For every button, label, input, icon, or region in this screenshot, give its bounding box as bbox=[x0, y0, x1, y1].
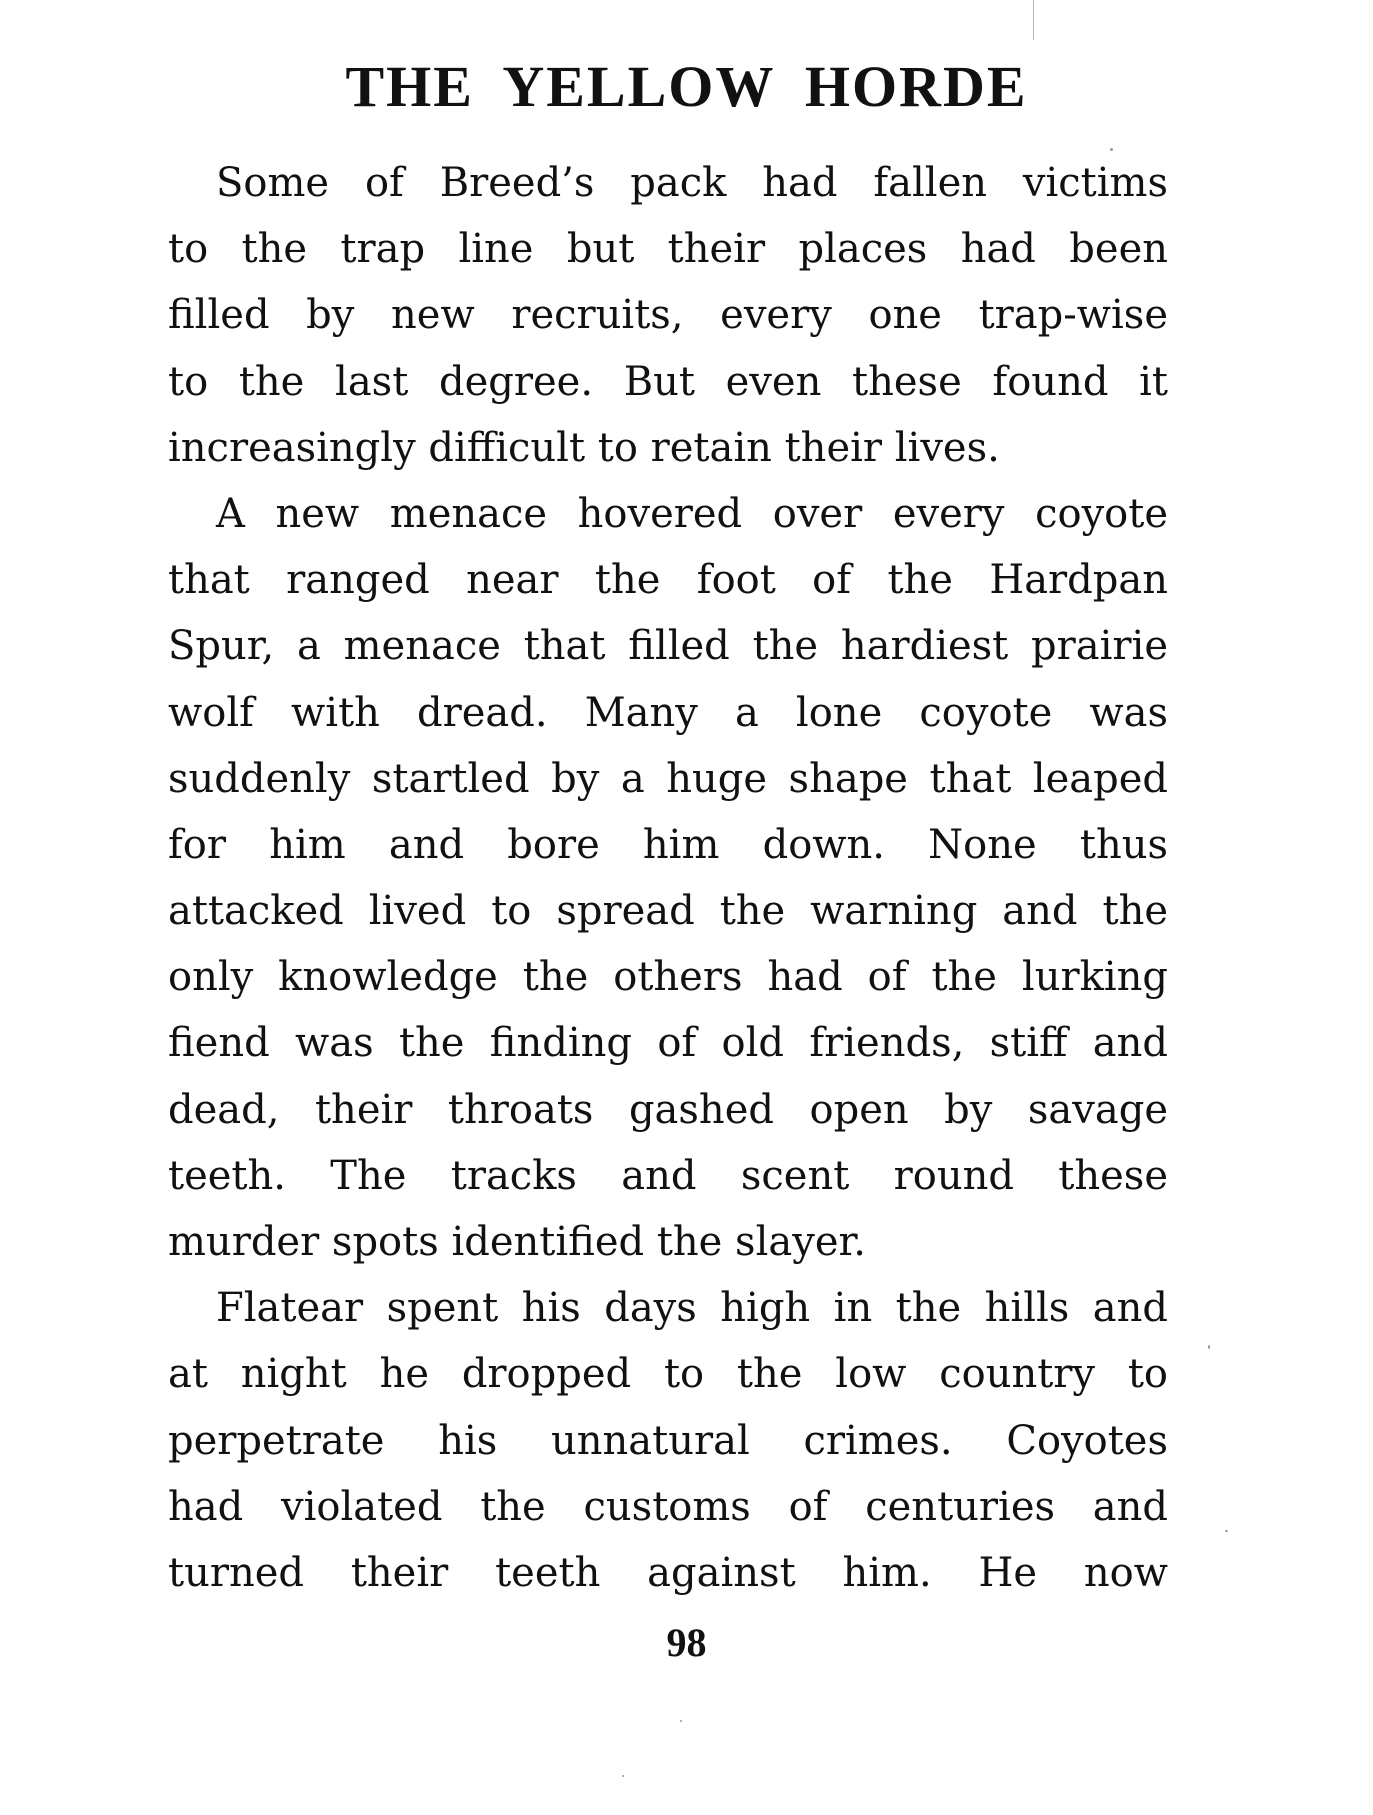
text-line: perpetrate his unnatural crimes. Coyotes bbox=[168, 1417, 1168, 1464]
scan-speck bbox=[680, 1720, 682, 1722]
scan-speck bbox=[1110, 148, 1113, 151]
text-line: Spur, a menace that filled the hardiest prairie bbox=[168, 623, 1168, 670]
text-line: only knowledge the others had of the lurking bbox=[168, 954, 1168, 1001]
text-line: attacked lived to spread the warning and the bbox=[168, 888, 1168, 935]
text-line: that ranged near the foot of the Hardpan bbox=[168, 557, 1168, 604]
text-line: to the trap line but their places had been bbox=[168, 226, 1168, 273]
text-line: increasingly difficult to retain their lives. bbox=[168, 424, 1000, 471]
scan-hairline bbox=[1033, 0, 1034, 40]
text-line: at night he dropped to the low country to bbox=[168, 1351, 1168, 1398]
text-line: A new menace hovered over every coyote bbox=[216, 490, 1168, 537]
text-line: for him and bore him down. None thus bbox=[168, 821, 1168, 868]
paragraph-2 bbox=[168, 481, 1168, 1275]
text-line: fiend was the finding of old friends, stiff and bbox=[168, 1020, 1168, 1067]
text-line: to the last degree. But even these found it bbox=[168, 358, 1168, 405]
text-line: murder spots identified the slayer. bbox=[168, 1219, 866, 1265]
body-text bbox=[168, 150, 1168, 1606]
scan-speck bbox=[1225, 1530, 1228, 1532]
running-head: THE YELLOW HORDE bbox=[345, 54, 1028, 119]
text-line: dead, their throats gashed open by savage bbox=[168, 1086, 1168, 1133]
page-number: 98 bbox=[666, 1620, 707, 1665]
scan-speck bbox=[622, 1775, 624, 1777]
text-line: suddenly startled by a huge shape that leaped bbox=[168, 755, 1168, 802]
text-line: had violated the customs of centuries and bbox=[168, 1483, 1168, 1530]
scan-speck bbox=[1208, 1345, 1210, 1349]
text-line: Flatear spent his days high in the hills and bbox=[216, 1285, 1168, 1332]
text-line: wolf with dread. Many a lone coyote was bbox=[168, 689, 1168, 736]
text-line: teeth. The tracks and scent round these bbox=[168, 1152, 1168, 1199]
text-line: turned their teeth against him. He now bbox=[168, 1549, 1168, 1596]
text-line: filled by new recruits, every one trap-wise bbox=[168, 292, 1168, 339]
paragraph-3 bbox=[168, 1275, 1168, 1606]
paragraph-1 bbox=[168, 150, 1168, 481]
text-line: Some of Breed’s pack had fallen victims bbox=[216, 160, 1168, 206]
